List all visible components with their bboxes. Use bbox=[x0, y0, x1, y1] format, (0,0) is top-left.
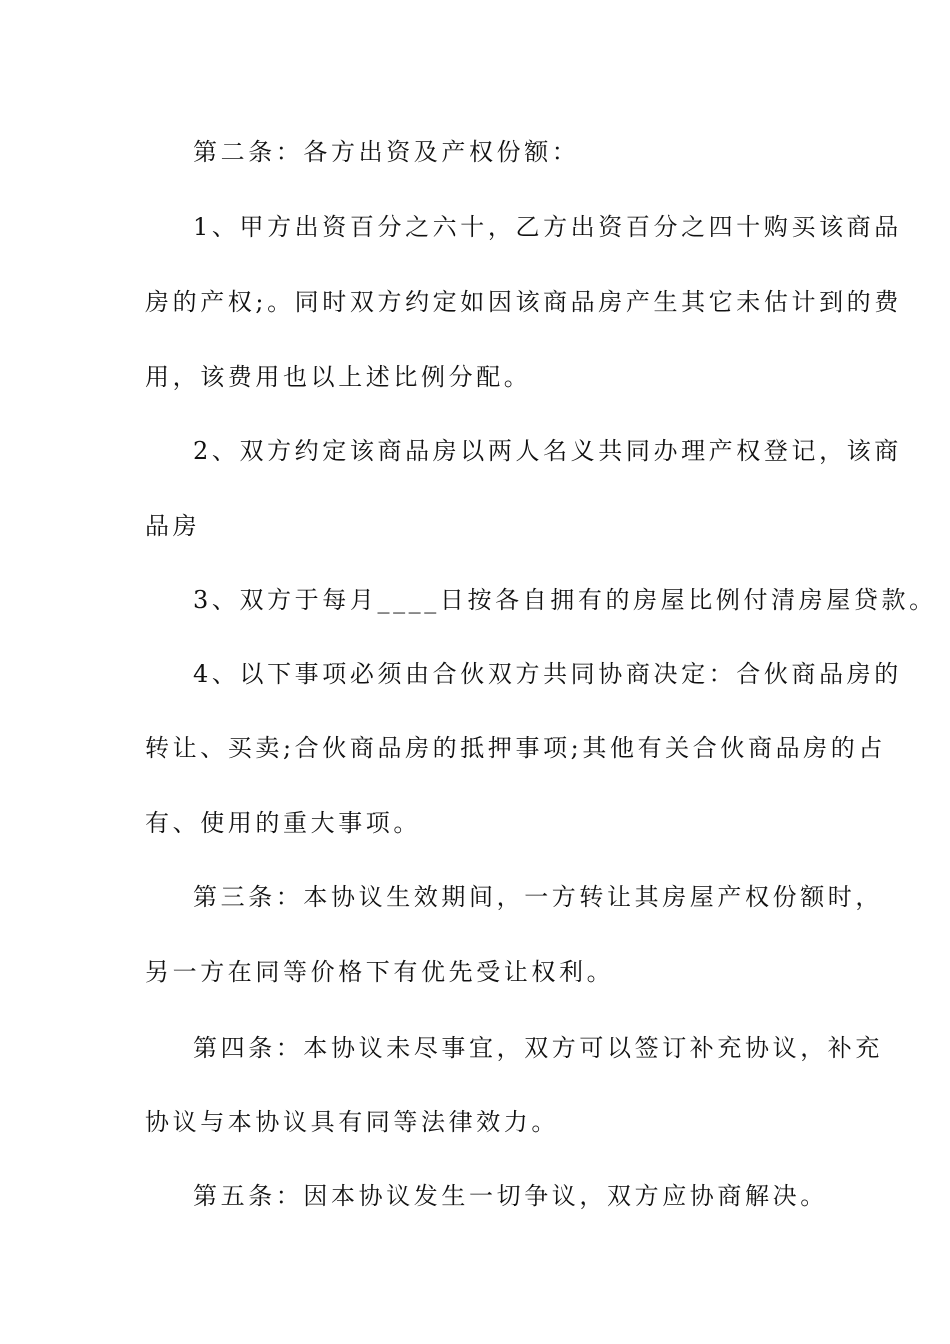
clause-4-line-3: 有、使用的重大事项。 bbox=[145, 809, 421, 837]
clause-1-line-1: 1、甲方出资百分之六十，乙方出资百分之四十购买该商品 bbox=[193, 213, 902, 241]
article-5-line-1: 第五条：因本协议发生一切争议，双方应协商解决。 bbox=[193, 1182, 828, 1210]
article-4-line-2: 协议与本协议具有同等法律效力。 bbox=[145, 1108, 559, 1136]
clause-3-line-1: 3、双方于每月____日按各自拥有的房屋比例付清房屋贷款。 bbox=[193, 586, 937, 614]
article-3-line-2: 另一方在同等价格下有优先受让权利。 bbox=[145, 958, 615, 986]
article-4-line-1: 第四条：本协议未尽事宜，双方可以签订补充协议，补充 bbox=[193, 1034, 883, 1062]
clause-1-line-3: 用，该费用也以上述比例分配。 bbox=[145, 363, 532, 391]
clause-2-line-1: 2、双方约定该商品房以两人名义共同办理产权登记，该商 bbox=[193, 437, 902, 465]
article-2-heading: 第二条：各方出资及产权份额： bbox=[193, 138, 580, 166]
clause-4-line-1: 4、以下事项必须由合伙双方共同协商决定：合伙商品房的 bbox=[193, 660, 902, 688]
clause-2-line-2: 品房 bbox=[145, 512, 201, 540]
article-3-line-1: 第三条：本协议生效期间，一方转让其房屋产权份额时， bbox=[193, 883, 883, 911]
clause-4-line-2: 转让、买卖;合伙商品房的抵押事项;其他有关合伙商品房的占 bbox=[145, 734, 886, 762]
clause-1-line-2: 房的产权;。同时双方约定如因该商品房产生其它未估计到的费 bbox=[145, 288, 902, 316]
